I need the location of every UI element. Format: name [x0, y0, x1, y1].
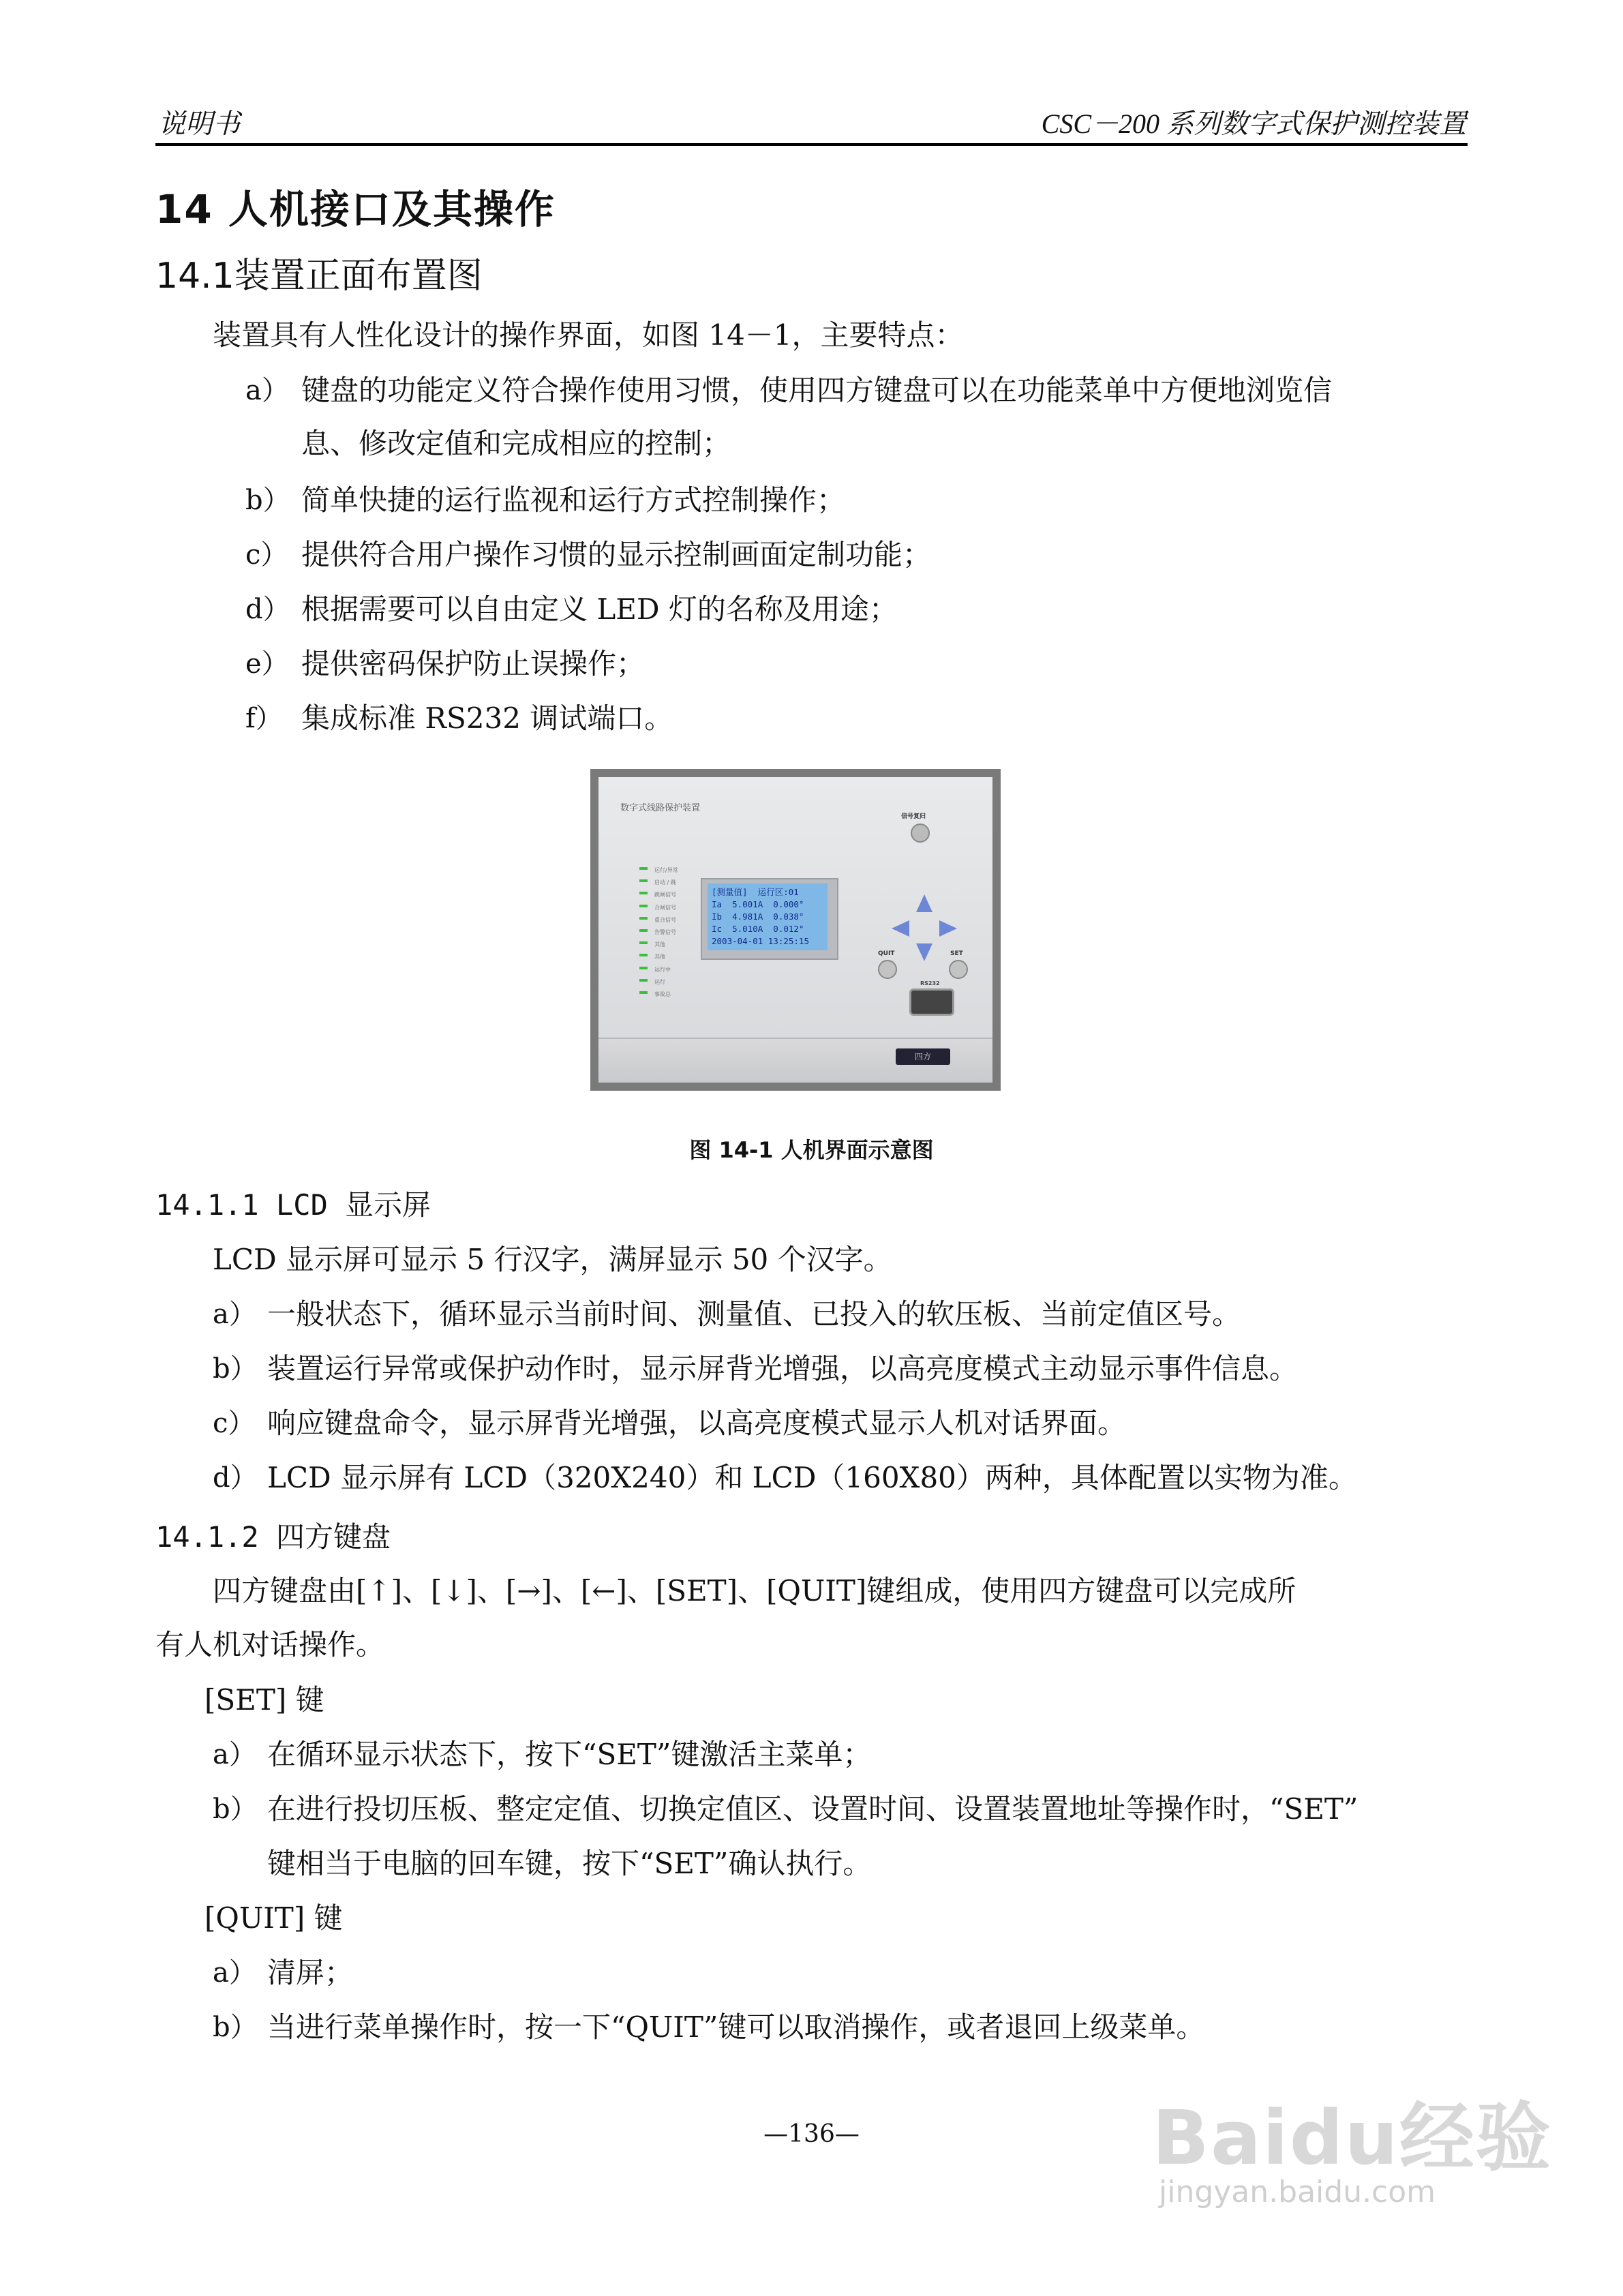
lcd-intro: LCD 显示屏可显示 5 行汉字，满屏显示 50 个汉字。 — [213, 1243, 892, 1276]
feature-label: c） — [245, 539, 288, 571]
led-label: 其他 — [654, 954, 665, 961]
set-item-text-cont: 键相当于电脑的回车键，按下“SET”确认执行。 — [267, 1847, 872, 1880]
led-label: 启动 / 跳 — [654, 879, 676, 886]
feature-label: d） — [245, 594, 290, 625]
led-indicator — [639, 917, 648, 920]
set-item-label: a） — [213, 1739, 256, 1770]
led-indicator — [639, 929, 648, 932]
quit-item-text: 清屏； — [267, 1956, 354, 1989]
led-indicator — [639, 905, 648, 907]
lcd-line: Ic 5.010A 0.012° — [712, 924, 804, 934]
quit-item-text: 当进行菜单操作时，按一下“QUIT”键可以取消操作，或者退回上级菜单。 — [267, 2010, 1205, 2044]
section-title: 14.1装置正面布置图 — [155, 256, 483, 297]
lcd-item-label: b） — [213, 1353, 258, 1385]
led-label: 运行 — [654, 978, 665, 985]
lcd-item-label: a） — [213, 1299, 256, 1330]
quit-key — [878, 960, 897, 979]
baidu-watermark-url: jingyan.baidu.com — [1159, 2175, 1436, 2209]
set-key-heading: [SET] 键 — [204, 1683, 324, 1717]
lcd-item-label: d） — [213, 1462, 258, 1494]
feature-text: 提供符合用户操作习惯的显示控制画面定制功能； — [301, 538, 932, 571]
baidu-watermark: Baidu经验 — [1152, 2094, 1552, 2181]
keypad-intro-cont: 有人机对话操作。 — [155, 1628, 385, 1661]
feature-text: 根据需要可以自由定义 LED 灯的名称及用途； — [301, 592, 898, 626]
intro-text: 装置具有人性化设计的操作界面，如图 14－1，主要特点： — [213, 318, 964, 352]
feature-label: a） — [245, 375, 289, 406]
led-label: 告警信号 — [654, 929, 676, 936]
lcd-line: Ib 4.981A 0.038° — [712, 911, 804, 922]
lcd-item-text: 装置运行异常或保护动作时，显示屏背光增强，以高亮度模式主动显示事件信息。 — [267, 1352, 1299, 1385]
set-item-text: 在循环显示状态下，按下“SET”键激活主菜单； — [267, 1738, 872, 1771]
figure-caption: 图 14-1 人机界面示意图 — [689, 1137, 934, 1163]
led-indicator — [639, 867, 648, 870]
led-indicator — [639, 941, 648, 944]
led-labels — [654, 864, 678, 1001]
rs232-port-label: RS232 — [920, 980, 940, 986]
arrow-left-icon — [892, 920, 909, 937]
led-indicator — [639, 879, 648, 882]
keypad-intro: 四方键盘由[↑]、[↓]、[→]、[←]、[SET]、[QUIT]键组成，使用四方键盘可以完成所 — [213, 1574, 1296, 1607]
lcd-item-text: 一般状态下，循环显示当前时间、测量值、已投入的软压板、当前定值区号。 — [267, 1297, 1241, 1331]
lcd-item-text: 响应键盘命令，显示屏背光增强，以高亮度模式显示人机对话界面。 — [267, 1406, 1127, 1440]
led-label: 事故总 — [654, 991, 671, 998]
device-front-panel — [598, 777, 992, 1083]
led-indicator — [639, 892, 648, 894]
arrow-right-icon — [939, 920, 957, 937]
led-indicator — [639, 954, 648, 956]
led-column — [639, 867, 648, 1003]
quit-key-heading: [QUIT] 键 — [204, 1901, 343, 1935]
led-label: 跳闸信号 — [654, 892, 676, 898]
lcd-screen — [708, 883, 828, 950]
header-right: CSC－200 系列数字式保护测控装置 — [1041, 108, 1466, 139]
led-label: 合闸信号 — [654, 904, 676, 911]
lcd-item-text: LCD 显示屏有 LCD（320X240）和 LCD（160X80）两种，具体配置以实物为准。 — [267, 1461, 1357, 1494]
feature-text: 提供密码保护防止误操作； — [301, 647, 646, 680]
quit-item-label: b） — [213, 2012, 258, 2043]
led-label: 重合信号 — [654, 916, 676, 923]
sifang-logo: 四方 — [896, 1048, 950, 1065]
led-indicator — [639, 979, 648, 982]
set-item-label: b） — [213, 1794, 258, 1825]
led-label: 其他 — [654, 941, 665, 948]
lcd-line: Ia 5.001A 0.000° — [712, 899, 804, 909]
feature-label: e） — [245, 648, 289, 680]
feature-text: 简单快捷的运行监视和运行方式控制操作； — [301, 483, 846, 517]
page-number: —136— — [763, 2120, 860, 2148]
led-label: 运行/异常 — [654, 867, 678, 873]
set-item-text: 在进行投切压板、整定定值、切换定值区、设置时间、设置装置地址等操作时，“SET” — [267, 1792, 1359, 1826]
arrow-down-icon — [916, 943, 932, 961]
feature-text-cont: 息、修改定值和完成相应的控制； — [301, 427, 731, 460]
arrow-up-icon — [916, 894, 932, 912]
reset-button-label: 信号复归 — [901, 813, 926, 820]
set-key-label: SET — [950, 950, 963, 957]
feature-text: 集成标准 RS232 调试端口。 — [301, 701, 673, 735]
led-label: 运行中 — [654, 966, 671, 973]
header-left: 说明书 — [158, 108, 240, 139]
quit-key-label: QUIT — [878, 950, 895, 957]
feature-label: b） — [245, 485, 290, 516]
led-indicator — [639, 967, 648, 969]
subsection-keypad-title: 14.1.2 四方键盘 — [155, 1520, 391, 1554]
led-indicator — [639, 991, 648, 994]
direction-keypad — [890, 894, 958, 963]
feature-label: f） — [245, 703, 283, 734]
lcd-line: 2003-04-01 13:25:15 — [712, 936, 809, 946]
set-key — [949, 960, 968, 979]
lcd-line: [测量值] 运行区:01 — [712, 887, 799, 897]
header-rule — [155, 143, 1468, 146]
quit-item-label: a） — [213, 1957, 256, 1989]
lcd-item-label: c） — [213, 1408, 256, 1439]
subsection-lcd-title: 14.1.1 LCD 显示屏 — [155, 1188, 431, 1222]
device-title: 数字式线路保护装置 — [620, 803, 701, 813]
feature-text: 键盘的功能定义符合操作使用习惯，使用四方键盘可以在功能菜单中方便地浏览信 — [301, 374, 1333, 407]
reset-button — [911, 824, 930, 843]
chapter-title: 14 人机接口及其操作 — [155, 186, 556, 232]
rs232-port — [909, 988, 954, 1016]
